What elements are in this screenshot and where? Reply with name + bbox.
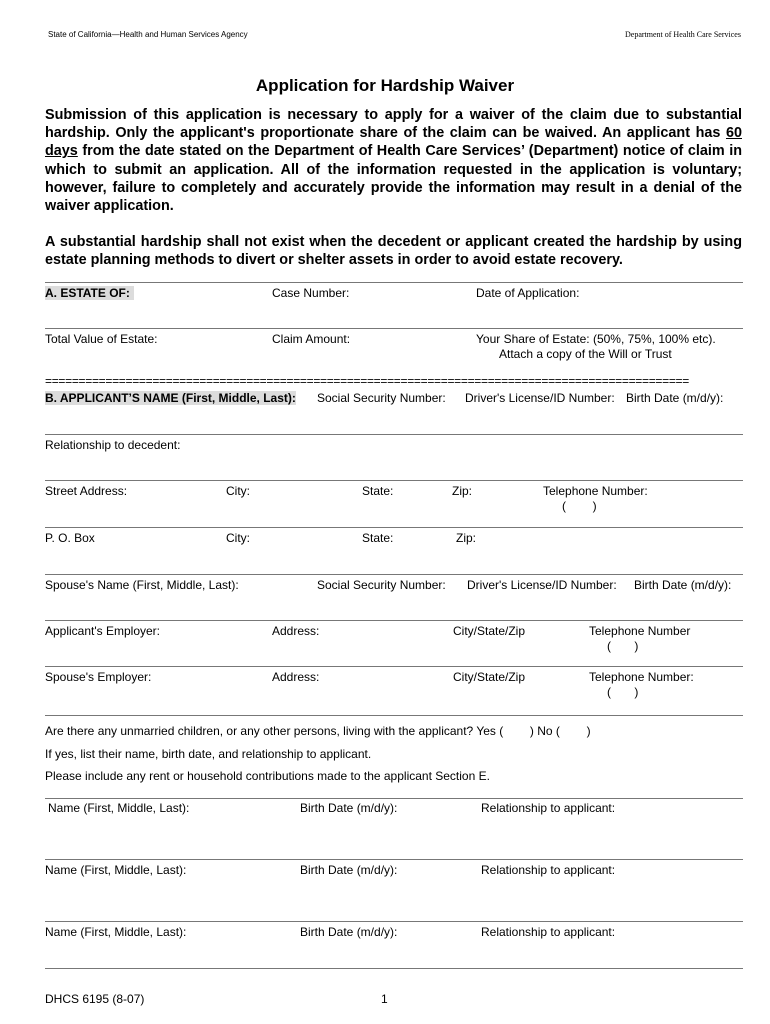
divider xyxy=(45,282,743,283)
your-share-label: Your Share of Estate: (50%, 75%, 100% etc). xyxy=(476,332,716,346)
claim-amount-label: Claim Amount: xyxy=(272,332,351,346)
include-instruction: Please include any rent or household contributions made to the applicant Section E. xyxy=(45,769,490,783)
applicant-name-label xyxy=(45,391,296,405)
person-relationship-label: Relationship to applicant: xyxy=(481,801,616,815)
person-name-label: Name (First, Middle, Last): xyxy=(48,801,190,815)
page-title: Application for Hardship Waiver xyxy=(255,76,515,95)
divider xyxy=(45,527,743,528)
department-header: Department of Health Care Services xyxy=(625,30,741,39)
sixty-days: 60 days xyxy=(45,125,742,160)
spouse-license-label: Driver's License/ID Number: xyxy=(467,578,617,592)
person-relationship-label: Relationship to applicant: xyxy=(481,925,616,939)
intro-paragraph-1 xyxy=(45,106,742,215)
state-label: State: xyxy=(362,484,394,498)
separator: ================================================================================================ xyxy=(45,374,689,388)
if-yes-instruction: If yes, list their name, birth date, and relationship to applicant. xyxy=(45,747,372,761)
phone-parens: ( ) xyxy=(607,639,639,653)
section-b-heading: B. APPLICANT’S NAME (First, Middle, Last): xyxy=(45,391,296,405)
telephone-label: Telephone Number: xyxy=(543,484,648,498)
applicant-employer-label: Applicant's Employer: xyxy=(45,624,161,638)
case-number-label: Case Number: xyxy=(272,286,350,300)
spouse-employer-address-label: Address: xyxy=(272,670,320,684)
page-number: 1 xyxy=(381,992,388,1006)
phone-parens: ( ) xyxy=(562,499,597,513)
date-of-application-label: Date of Application: xyxy=(476,286,580,300)
divider xyxy=(45,480,743,481)
person-birth-label: Birth Date (m/d/y): xyxy=(300,801,398,815)
divider xyxy=(45,328,743,329)
license-label: Driver's License/ID Number: xyxy=(465,391,615,405)
divider xyxy=(45,715,743,716)
relationship-label: Relationship to decedent: xyxy=(45,438,181,452)
attach-will-note: Attach a copy of the Will or Trust xyxy=(499,347,672,361)
spouse-employer-telephone-label: Telephone Number: xyxy=(589,670,694,684)
divider xyxy=(45,798,743,799)
divider xyxy=(45,968,743,969)
divider xyxy=(45,574,743,575)
ssn-label: Social Security Number: xyxy=(317,391,446,405)
spouse-employer-label: Spouse's Employer: xyxy=(45,670,152,684)
intro-paragraph-2: A substantial hardship shall not exist when the decedent or applicant created the hardship by using estate planning methods to divert or shelter assets in order to avoid estate recovery. xyxy=(45,234,742,269)
intro-text-a: Submission of this application is necessary to apply for a waiver of the claim due to substantial hardship. Only the applicant's proportionate share of the claim can be waived. An applicant has xyxy=(45,107,742,142)
state-label: State: xyxy=(362,531,394,545)
zip-label: Zip: xyxy=(452,484,473,498)
others-question: Are there any unmarried children, or any other persons, living with the applicant? Yes ( ) No ( ) xyxy=(45,724,591,738)
street-label: Street Address: xyxy=(45,484,128,498)
spouse-employer-city-state-zip-label: City/State/Zip xyxy=(453,670,526,684)
person-birth-label: Birth Date (m/d/y): xyxy=(300,863,398,877)
city-label: City: xyxy=(226,484,250,498)
po-box-label: P. O. Box xyxy=(45,531,95,545)
form-id: DHCS 6195 (8-07) xyxy=(45,992,145,1006)
birth-date-label: Birth Date (m/d/y): xyxy=(626,391,724,405)
employer-city-state-zip-label: City/State/Zip xyxy=(453,624,526,638)
section-a-heading: A. ESTATE OF: xyxy=(45,286,134,300)
employer-address-label: Address: xyxy=(272,624,320,638)
divider xyxy=(45,434,743,435)
divider xyxy=(45,666,743,667)
spouse-ssn-label: Social Security Number: xyxy=(317,578,446,592)
zip-label: Zip: xyxy=(456,531,477,545)
estate-of-label xyxy=(45,286,134,300)
person-name-label: Name (First, Middle, Last): xyxy=(45,925,187,939)
total-value-label: Total Value of Estate: xyxy=(45,332,158,346)
divider xyxy=(45,921,743,922)
spouse-birth-label: Birth Date (m/d/y): xyxy=(634,578,732,592)
person-relationship-label: Relationship to applicant: xyxy=(481,863,616,877)
divider xyxy=(45,620,743,621)
city-label: City: xyxy=(226,531,250,545)
phone-parens: ( ) xyxy=(607,685,639,699)
intro-text-b: from the date stated on the Department of Health Care Services’ (Department) notice of claim in which to submit an application. All of the information requested in the application is voluntary; however, failure to completely and accurately provide the information may result in a denial of the waiver application. xyxy=(45,143,742,215)
spouse-name-label: Spouse's Name (First, Middle, Last): xyxy=(45,578,239,592)
employer-telephone-label: Telephone Number xyxy=(589,624,691,638)
agency-header: State of California—Health and Human Services Agency xyxy=(48,30,248,39)
person-name-label: Name (First, Middle, Last): xyxy=(45,863,187,877)
divider xyxy=(45,859,743,860)
person-birth-label: Birth Date (m/d/y): xyxy=(300,925,398,939)
